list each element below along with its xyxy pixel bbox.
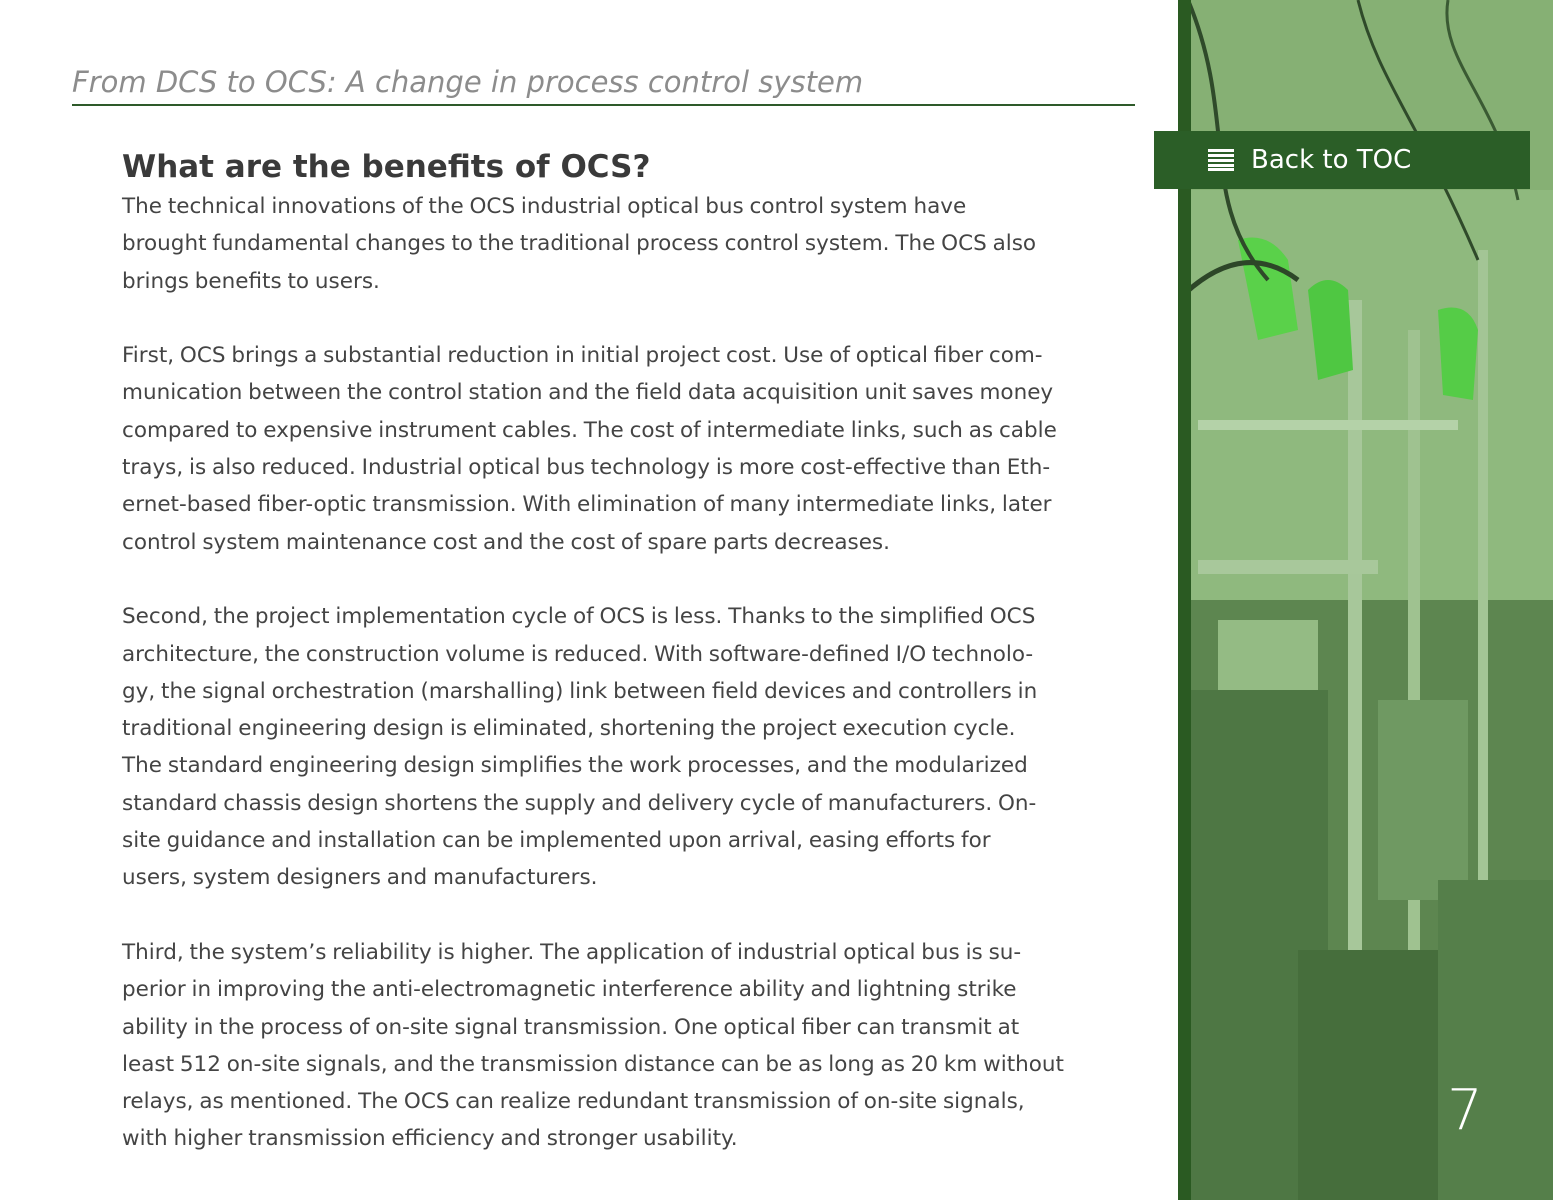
body-paragraph — [122, 598, 1122, 896]
paragraph-line: architecture, the construction volume is reduced. With software-defined I/O technolo- — [122, 641, 1034, 667]
paragraph-line: First, OCS brings a substantial reduction in initial project cost. Use of optical fiber com- — [122, 343, 1043, 369]
back-to-toc-label: Back to TOC — [1251, 145, 1412, 175]
paragraph-line: perior in improving the anti-electromagnetic interference ability and lightning strike — [122, 977, 1017, 1003]
page-header — [72, 62, 1135, 106]
paragraph-line: standard chassis design shortens the supply and delivery cycle of manufacturers. On- — [122, 790, 1037, 816]
paragraph-line: control system maintenance cost and the cost of spare parts decreases. — [122, 529, 890, 555]
list-icon — [1208, 149, 1234, 171]
paragraph-line: ability in the process of on-site signal transmission. One optical fiber can transmit at — [122, 1014, 1020, 1040]
paragraph-list — [122, 188, 1122, 1158]
paragraph-line: compared to expensive instrument cables. The cost of intermediate links, such as cable — [122, 417, 1057, 443]
paragraph-line: site guidance and installation can be implemented upon arrival, easing efforts for — [122, 828, 991, 854]
paragraph-line: gy, the signal orchestration (marshalling) link between field devices and controllers in — [122, 678, 1038, 704]
paragraph-line: relays, as mentioned. The OCS can realize redundant transmission of on-site signals, — [122, 1089, 1025, 1115]
paragraph-line: The standard engineering design simplifies the work processes, and the modularized — [122, 753, 1028, 779]
paragraph-line: users, system designers and manufacturers. — [122, 865, 598, 891]
paragraph-line: brought fundamental changes to the traditional process control system. The OCS also — [122, 231, 1037, 257]
back-to-toc-button[interactable] — [1154, 131, 1530, 189]
body-paragraph — [122, 337, 1122, 561]
paragraph-line: with higher transmission efficiency and stronger usability. — [122, 1126, 738, 1152]
paragraph-line: brings benefits to users. — [122, 268, 380, 294]
body-paragraph — [122, 934, 1122, 1158]
paragraph-line: The technical innovations of the OCS industrial optical bus control system have — [122, 194, 967, 219]
paragraph-line: least 512 on-site signals, and the transmission distance can be as long as 20 km without — [122, 1051, 1064, 1077]
paragraph-line: Second, the project implementation cycle of OCS is less. Thanks to the simplified OCS — [122, 604, 1036, 630]
body-paragraph — [122, 188, 1122, 300]
paragraph-line: trays, is also reduced. Industrial optical bus technology is more cost-effective than Eth- — [122, 455, 1051, 481]
page-number: 7 — [1447, 1078, 1483, 1143]
section-heading: What are the benefits of OCS? — [122, 149, 651, 185]
paragraph-line: Third, the system’s reliability is higher. The application of industrial optical bus is su- — [122, 939, 1022, 965]
paragraph-line: traditional engineering design is eliminated, shortening the project execution cycle. — [122, 716, 1016, 742]
document-title: From DCS to OCS: A change in process control system — [72, 65, 864, 99]
main-content — [122, 146, 1122, 1158]
paragraph-line: munication between the control station and the field data acquisition unit saves money — [122, 380, 1054, 406]
paragraph-line: ernet-based fiber-optic transmission. With elimination of many intermediate links, later — [122, 492, 1052, 518]
